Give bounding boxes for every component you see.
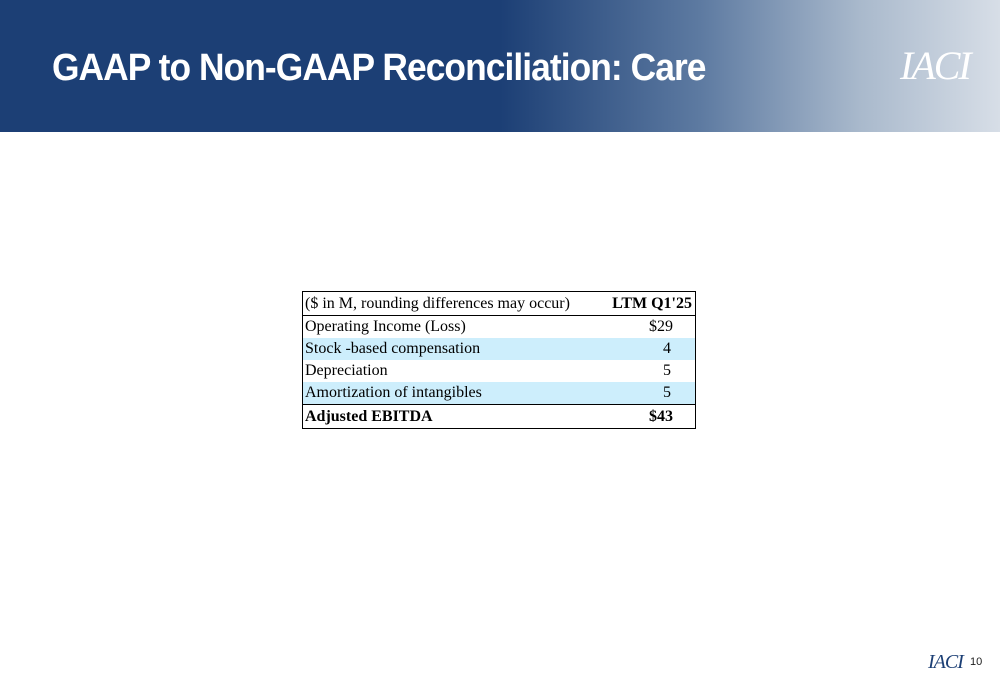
row-value-cell — [601, 316, 696, 339]
column-header-label: ($ in M, rounding differences may occur) — [303, 292, 602, 316]
row-label: Depreciation — [305, 362, 388, 379]
total-value-cell — [601, 405, 696, 429]
total-value: $43 — [649, 407, 673, 425]
table-row — [303, 382, 696, 405]
header-band — [0, 0, 1000, 132]
table-header-row — [303, 292, 696, 316]
row-value: 5 — [663, 384, 671, 401]
reconciliation-table — [302, 291, 696, 429]
row-value: 4 — [663, 340, 671, 357]
row-value: 5 — [663, 362, 671, 379]
row-label: Stock -based compensation — [303, 338, 602, 360]
row-label: Amortization of intangibles — [303, 382, 602, 405]
table-row — [303, 316, 696, 339]
iac-logo: IACI — [900, 43, 970, 88]
table-row — [303, 338, 696, 360]
page-title: GAAP to Non-GAAP Reconciliation: Care — [52, 47, 706, 89]
total-label: Adjusted EBITDA — [303, 405, 602, 429]
row-value-cell — [601, 338, 696, 360]
table-row — [303, 360, 696, 382]
footer-iac-logo: IACI — [928, 651, 963, 673]
total-row — [303, 405, 696, 429]
row-value-cell — [601, 382, 696, 405]
row-value: $29 — [649, 318, 673, 335]
column-header-period: LTM Q1'25 — [601, 292, 696, 316]
row-label: Operating Income (Loss) — [305, 318, 466, 335]
row-value-cell — [601, 360, 696, 382]
page-number: 10 — [970, 656, 983, 668]
